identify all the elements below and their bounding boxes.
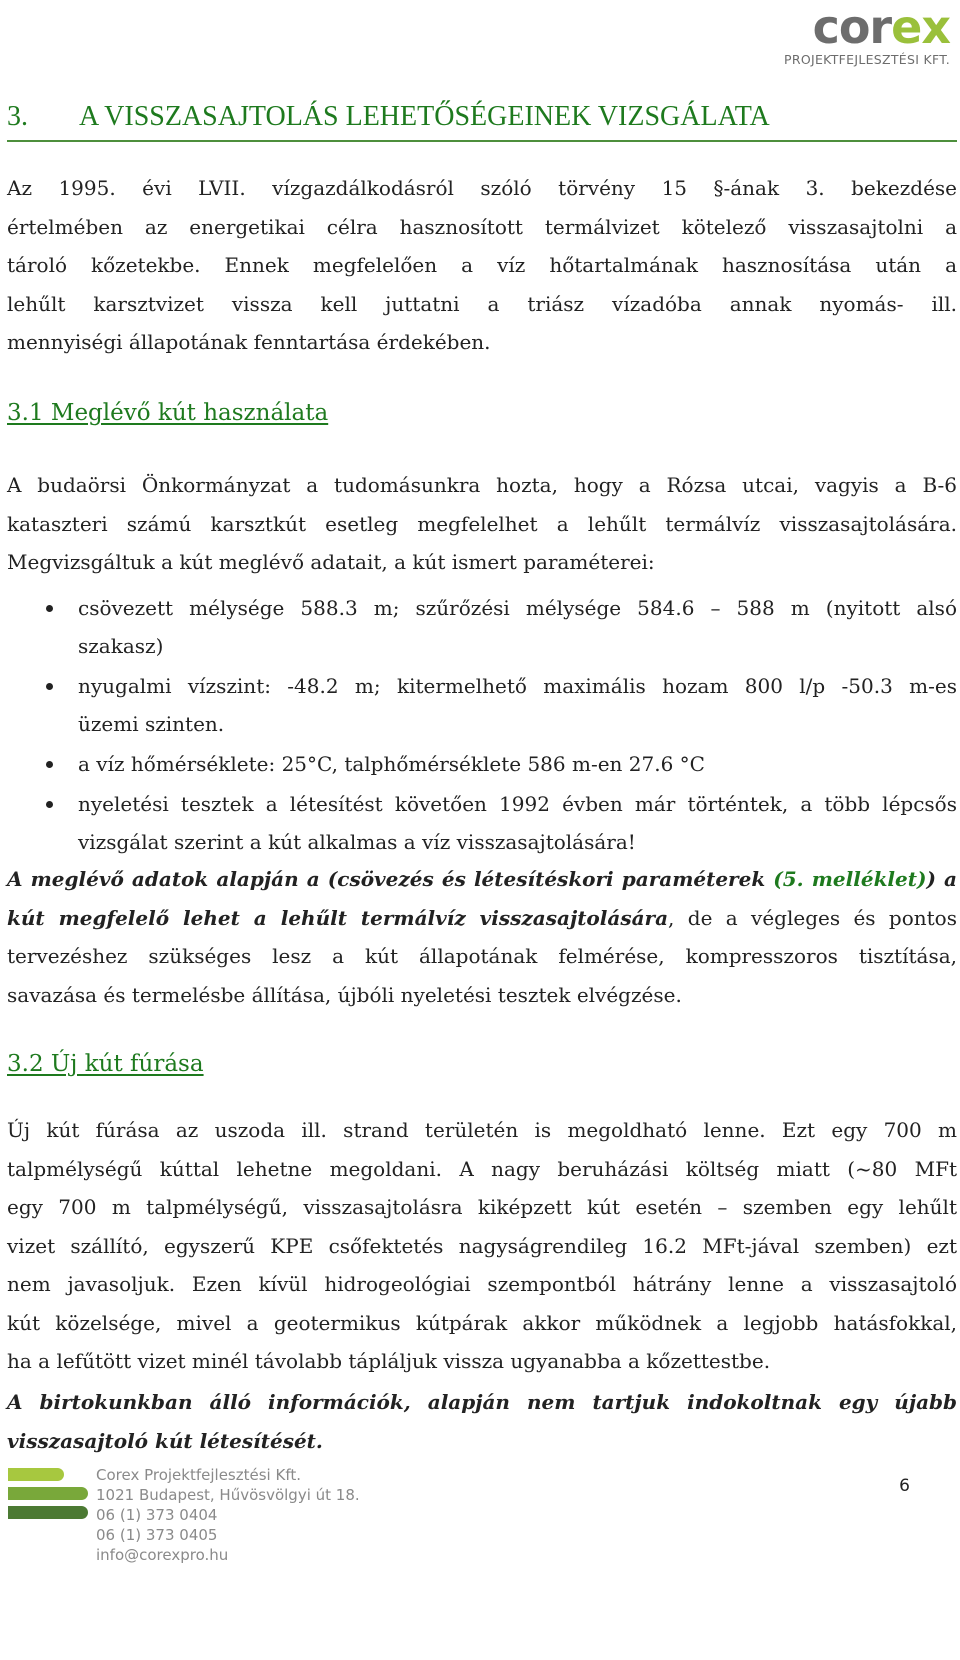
page-number: 6 (899, 1476, 910, 1496)
footer-contact (96, 1465, 360, 1565)
conclusion-bold-text: A meglévő adatok alapján a (csövezés és létesítéskori paraméterek (7, 867, 774, 891)
section1-conclusion (7, 860, 957, 1014)
section-heading-3-2: 3.2 Új kút fúrása (7, 1051, 204, 1077)
conclusion-bold-text: kút megfelelő lehet a lehűlt termálvíz visszasajtolására (7, 905, 669, 930)
section1-line: Megvizsgáltuk a kút meglévő adatait, a kút ismert paraméterei: (7, 550, 655, 574)
footer-email: info@corexpro.hu (96, 1546, 229, 1564)
section1-line: A budaörsi Önkormányzat a tudomásunkra hozta, hogy a Rózsa utcai, vagyis a B-6 (7, 473, 957, 497)
chapter-number: 3. (7, 101, 28, 132)
parameter-list (7, 589, 957, 861)
list-item-line: a víz hőmérséklete: 25°C, talphőmérséklete 586 m-en 27.6 °C (78, 752, 705, 776)
logo-wordmark-main: cor (812, 0, 892, 54)
intro-line: értelmében az energetikai célra hasznosított termálvizet kötelező visszasajtolni a (7, 214, 957, 239)
section2-line: egy 700 m talpmélységű, visszasajtolásra kiképzett kút esetén – szemben egy lehűlt (7, 1195, 957, 1219)
section2-line: kút közelsége, mivel a geotermikus kútpárak akkor működnek a legjobb hatásfokkal, (7, 1310, 957, 1335)
logo-wordmark-accent: ex (891, 0, 950, 54)
list-item-line: nyugalmi vízszint: -48.2 m; kitermelhető maximális hozam 800 l/p -50.3 m-es (78, 674, 957, 698)
list-item (7, 667, 957, 743)
logo-subtitle: PROJEKTFEJLESZTÉSI KFT. (784, 52, 950, 67)
list-item-line: nyeletési tesztek a létesítést követően 1992 évben már történtek, a több lépcsős (78, 792, 957, 816)
intro-line: mennyiségi állapotának fenntartása érdekében. (7, 330, 491, 354)
section2-line: Új kút fúrása az uszoda ill. strand területén is megoldható lenne. Ezt egy 700 m (7, 1118, 957, 1142)
intro-line: Az 1995. évi LVII. vízgazdálkodásról szóló törvény 15 §-ának 3. bekezdése (7, 176, 957, 200)
section2-line: talpmélységű kúttal lehetne megoldani. A nagy beruházási költség miatt (~80 MFt (7, 1156, 957, 1181)
list-item (7, 785, 957, 861)
conclusion-line (7, 899, 957, 938)
list-item-line: üzemi szinten. (78, 712, 225, 736)
footer-bar (8, 1506, 88, 1519)
logo-wordmark (750, 0, 950, 54)
section1-paragraph (7, 466, 957, 582)
section2-conclusion (7, 1383, 957, 1460)
section2-paragraph (7, 1111, 957, 1381)
intro-line: tároló kőzetekbe. Ennek megfelelően a víz hőtartalmának hasznosítása után a (7, 253, 957, 277)
list-item-line: vizsgálat szerint a kút alkalmas a víz visszasajtolására! (78, 830, 636, 854)
chapter-title: A VISSZASAJTOLÁS LEHETŐSÉGEINEK VIZSGÁLATA (79, 101, 770, 132)
conclusion-text: , de a végleges és pontos (668, 905, 957, 930)
corex-logo (750, 0, 950, 68)
footer-address: 1021 Budapest, Hűvösvölgyi út 18. (96, 1486, 360, 1504)
intro-paragraph (7, 169, 957, 362)
list-item (7, 745, 957, 783)
footer-phone: 06 (1) 373 0404 (96, 1506, 218, 1524)
footer-company: Corex Projektfejlesztési Kft. (96, 1466, 301, 1484)
section2-line: nem javasoljuk. Ezen kívül hidrogeológiai szempontból hátrány lenne a visszasajtoló (7, 1272, 957, 1296)
conclusion-bold-text: ) a (926, 867, 957, 891)
conclusion-line: savazása és termelésbe állítása, újbóli nyeletési tesztek elvégzése. (7, 982, 682, 1007)
chapter-heading (7, 100, 957, 142)
footer-bar (8, 1487, 88, 1500)
list-item-line: szakasz) (78, 634, 164, 658)
footer-bar (8, 1468, 64, 1481)
intro-line: lehűlt karsztvizet vissza kell juttatni a triász vízadóba annak nyomás- ill. (7, 291, 957, 316)
conclusion-line: A birtokunkban álló információk, alapján nem tartjuk indokoltnak egy újabb (7, 1390, 957, 1414)
list-item-line: csövezett mélysége 588.3 m; szűrőzési mélysége 584.6 – 588 m (nyitott alsó (78, 596, 957, 620)
section2-line: vizet szállító, egyszerű KPE csőfektetés nagyságrendileg 16.2 MFt-jával szemben) ezt (7, 1233, 957, 1258)
footer-phone: 06 (1) 373 0405 (96, 1526, 218, 1544)
list-item (7, 589, 957, 665)
conclusion-line: visszasajtoló kút létesítését. (7, 1428, 323, 1453)
section1-line: kataszteri számú karsztkút esetleg megfelelhet a lehűlt termálvíz visszasajtolására. (7, 511, 957, 536)
conclusion-line: tervezéshez szükséges lesz a kút állapotának felmérése, kompresszoros tisztítása, (7, 944, 957, 968)
footer-logo-bars (8, 1468, 88, 1525)
section-heading-3-1: 3.1 Meglévő kút használata (7, 400, 329, 426)
annex-reference: (5. melléklet) (773, 867, 927, 891)
conclusion-line (7, 860, 957, 899)
section2-line: ha a lefűtött vizet minél távolabb tápláljuk vissza ugyanabba a kőzettestbe. (7, 1349, 771, 1373)
